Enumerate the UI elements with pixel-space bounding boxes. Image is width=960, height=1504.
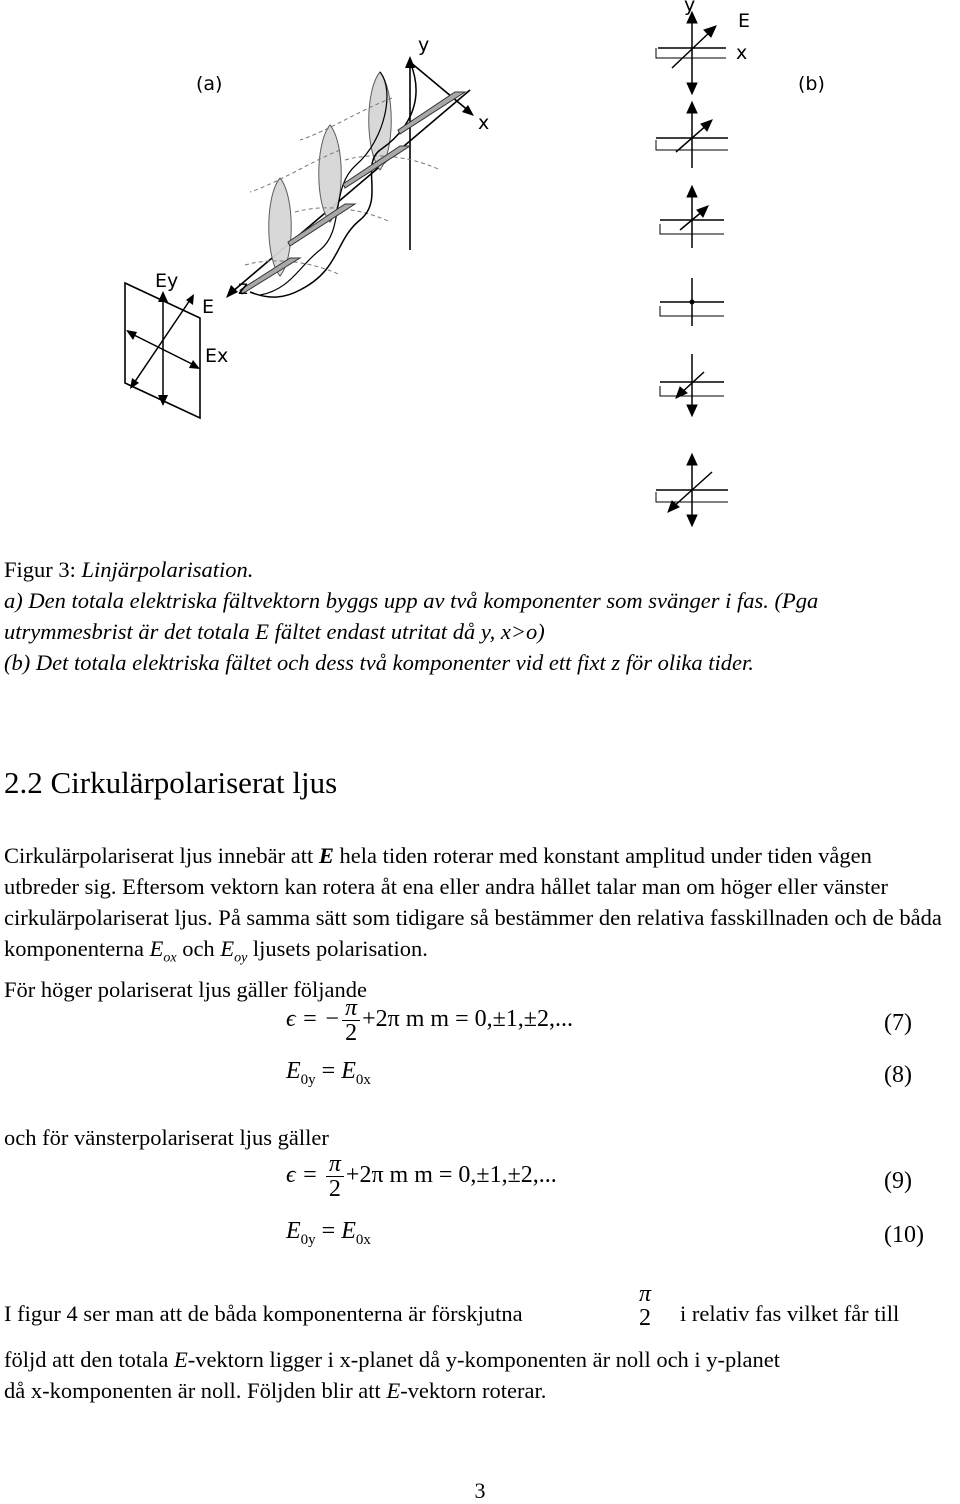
eq10-E2: E [341, 1218, 356, 1244]
p1-Eoy: E [220, 936, 235, 961]
eq8-E1: E [286, 1058, 301, 1084]
eq9-fraction [326, 1152, 344, 1201]
eq10-equals: = [315, 1218, 342, 1244]
panel-a-wave [125, 56, 474, 418]
eq9-body [286, 1152, 557, 1201]
axis-y-label-b: y [684, 0, 696, 16]
axis-x-label-b: x [736, 42, 748, 64]
eq9-den: 2 [328, 1176, 341, 1202]
p3-text-1: I figur 4 ser man att de båda komponenterna är förskjutna [4, 1301, 523, 1326]
page-number: 3 [474, 1478, 486, 1503]
equation-9 [0, 1152, 960, 1202]
equation-10 [0, 1218, 960, 1268]
eq8-number: (8) [884, 1062, 912, 1088]
caption-line-4: (b) Det totala elektriska fältet och dess två komponenter vid ett fixt z för olika tider. [4, 650, 754, 675]
p1-text-4: ljusets polarisation. [247, 936, 428, 961]
section-heading: 2.2 Cirkulärpolariserat ljus [4, 765, 338, 800]
p3-E: E [173, 1347, 188, 1372]
eq8-sub2: 0x [355, 1071, 371, 1088]
p1-Eox-sub: ox [163, 950, 177, 966]
e-label-b: E [738, 10, 751, 32]
eq10-body [286, 1218, 371, 1249]
equation-7 [0, 996, 960, 1046]
caption-figure-title: Linjärpolarisation. [81, 557, 254, 582]
p3-text-2: i relativ fas vilket får till [680, 1301, 900, 1326]
eq8-E2: E [341, 1058, 356, 1084]
figure-caption [4, 554, 954, 678]
eq8-body [286, 1058, 371, 1089]
panel-b-snapshots [656, 12, 728, 526]
eq7-den: 2 [345, 1020, 358, 1046]
p3-E2: E [386, 1378, 401, 1403]
eq10-sub2: 0x [355, 1231, 371, 1248]
eq7-num: π [342, 996, 360, 1021]
p3-text-4b: -vektorn roterar. [400, 1378, 547, 1403]
p1-Eoy-sub: oy [234, 950, 248, 966]
label-a: (a) [196, 73, 223, 95]
eq10-number: (10) [884, 1222, 924, 1248]
p1-text-3: och [176, 936, 221, 961]
p3-line-3 [4, 1375, 954, 1406]
caption-line-1 [4, 554, 954, 585]
paragraph-3 [4, 1282, 954, 1406]
p3-text-4a: då x-komponenten är noll. Följden blir att [4, 1378, 387, 1403]
e-label: E [202, 296, 215, 318]
p3-fraction [636, 1282, 654, 1330]
eq7-fraction [342, 996, 360, 1045]
p3-den: 2 [639, 1305, 652, 1331]
p3-text-3a: följd att den totala [4, 1347, 174, 1372]
ex-label: Ex [205, 345, 229, 367]
paragraph-1 [4, 840, 944, 1005]
eq9-number: (9) [884, 1168, 912, 1194]
axis-x-label-a: x [478, 112, 490, 134]
p3-text-3b: -vektorn ligger i x-planet då y-komponenten är noll och i y-planet [187, 1347, 781, 1372]
p1-Eox: E [149, 936, 164, 961]
eq8-equals: = [315, 1058, 342, 1084]
equation-8 [0, 1058, 960, 1108]
p3-line-1 [4, 1282, 954, 1344]
caption-line-3: utrymmesbrist är det totala E fältet endast utritat då y, x>o) [4, 619, 545, 644]
eq7-body [286, 996, 573, 1045]
eq7-lhs: ϵ = − [286, 1006, 341, 1033]
p3-line-2 [4, 1344, 954, 1375]
eq7-number: (7) [884, 1010, 912, 1036]
caption-line-2: a) Den totala elektriska fältvektorn byggs upp av två komponenter som svänger i fas. (Pga [4, 588, 819, 613]
eq8-sub1: 0y [300, 1071, 316, 1088]
eq10-sub1: 0y [300, 1231, 316, 1248]
caption-figure-number: Figur 3: [4, 557, 82, 582]
p1-text-1: Cirkulärpolariserat ljus innebär att [4, 843, 319, 868]
p1-text-2: hela tiden roterar med konstant amplitud under tiden vågen utbreder sig. Eftersom vektorn kan rotera åt ena eller andra hållet talar man om höger eller vänster cirkulärpolariserat ljus. På samma sätt som tidigare så bestämmer den relativa fasskillnaden och de båda komponenterna [4, 843, 942, 961]
p1-text-5: För höger polariserat ljus gäller följande [4, 976, 368, 1002]
label-b: (b) [798, 73, 825, 95]
eq10-E1: E [286, 1218, 301, 1244]
p3-num: π [639, 1281, 652, 1307]
paragraph-2: och för vänsterpolariserat ljus gäller [4, 1125, 329, 1150]
axis-z-label-a: z [238, 277, 248, 299]
axis-y-label-a: y [418, 34, 430, 56]
ey-label: Ey [155, 270, 179, 292]
eq9-num: π [326, 1152, 344, 1177]
eq9-rest: +2π m m = 0,±1,±2,... [345, 1162, 557, 1189]
p1-vector-E: E [318, 843, 334, 868]
figure-linear-polarization [0, 0, 960, 545]
eq7-rest: +2π m m = 0,±1,±2,... [362, 1006, 573, 1033]
eq9-lhs: ϵ = [286, 1162, 324, 1189]
